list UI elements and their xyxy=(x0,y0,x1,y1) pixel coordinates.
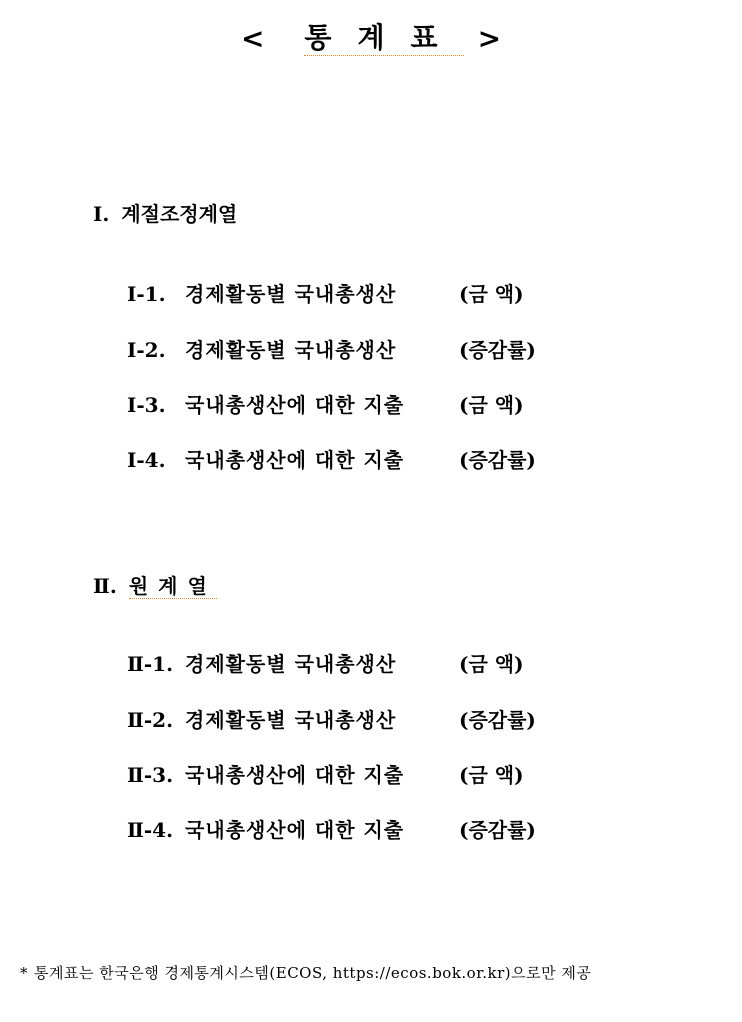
toc-item-code: Ⅱ-2. xyxy=(127,708,174,732)
title-open-bracket: < xyxy=(240,21,265,55)
footnote-marker: * xyxy=(20,964,28,982)
toc-item-name: 국내총생산에 대한 지출 xyxy=(185,763,405,787)
section-label: 원계열 xyxy=(128,574,217,598)
section-heading-seasonally-adjusted xyxy=(93,200,237,228)
toc-item[interactable] xyxy=(127,280,524,308)
toc-item[interactable] xyxy=(127,336,536,364)
section-number: Ⅰ. xyxy=(93,202,110,226)
toc-item-code: Ⅰ-3. xyxy=(127,393,166,417)
toc-item-code: Ⅱ-3. xyxy=(127,763,174,787)
toc-item-unit: (금 액) xyxy=(459,652,524,676)
toc-item-unit: (금 액) xyxy=(459,282,524,306)
toc-item-name: 국내총생산에 대한 지출 xyxy=(185,448,405,472)
title-close-bracket: > xyxy=(477,21,502,55)
toc-item[interactable] xyxy=(127,650,524,678)
toc-item-unit: (증감률) xyxy=(459,338,536,362)
toc-item-unit: (금 액) xyxy=(459,393,524,417)
toc-item-unit: (증감률) xyxy=(459,818,536,842)
toc-item[interactable] xyxy=(127,761,524,789)
toc-item-code: Ⅰ-2. xyxy=(127,338,166,362)
title-text: 통계표 xyxy=(304,20,464,54)
toc-item-unit: (증감률) xyxy=(459,708,536,732)
toc-item[interactable] xyxy=(127,816,536,844)
toc-item-name: 국내총생산에 대한 지출 xyxy=(185,818,405,842)
toc-item[interactable] xyxy=(127,706,536,734)
section-number: Ⅱ. xyxy=(93,574,117,598)
section-heading-original-series xyxy=(93,572,217,600)
toc-item-name: 경제활동별 국내총생산 xyxy=(185,708,397,732)
toc-item-code: Ⅱ-4. xyxy=(127,818,174,842)
toc-item[interactable] xyxy=(127,446,536,474)
toc-item-code: Ⅰ-1. xyxy=(127,282,166,306)
toc-item-unit: (증감률) xyxy=(459,448,536,472)
toc-item[interactable] xyxy=(127,391,524,419)
toc-item-code: Ⅰ-4. xyxy=(127,448,166,472)
toc-item-unit: (금 액) xyxy=(459,763,524,787)
section-label: 계절조정계열 xyxy=(121,202,238,226)
page-title xyxy=(0,16,742,60)
toc-item-name: 경제활동별 국내총생산 xyxy=(185,652,397,676)
toc-item-code: Ⅱ-1. xyxy=(127,652,174,676)
toc-item-name: 국내총생산에 대한 지출 xyxy=(185,393,405,417)
toc-item-name: 경제활동별 국내총생산 xyxy=(185,338,397,362)
footnote xyxy=(20,962,591,984)
toc-item-name: 경제활동별 국내총생산 xyxy=(185,282,397,306)
footnote-text: 통계표는 한국은행 경제통계시스템(ECOS, https://ecos.bok.or.kr)으로만 제공 xyxy=(34,964,592,982)
